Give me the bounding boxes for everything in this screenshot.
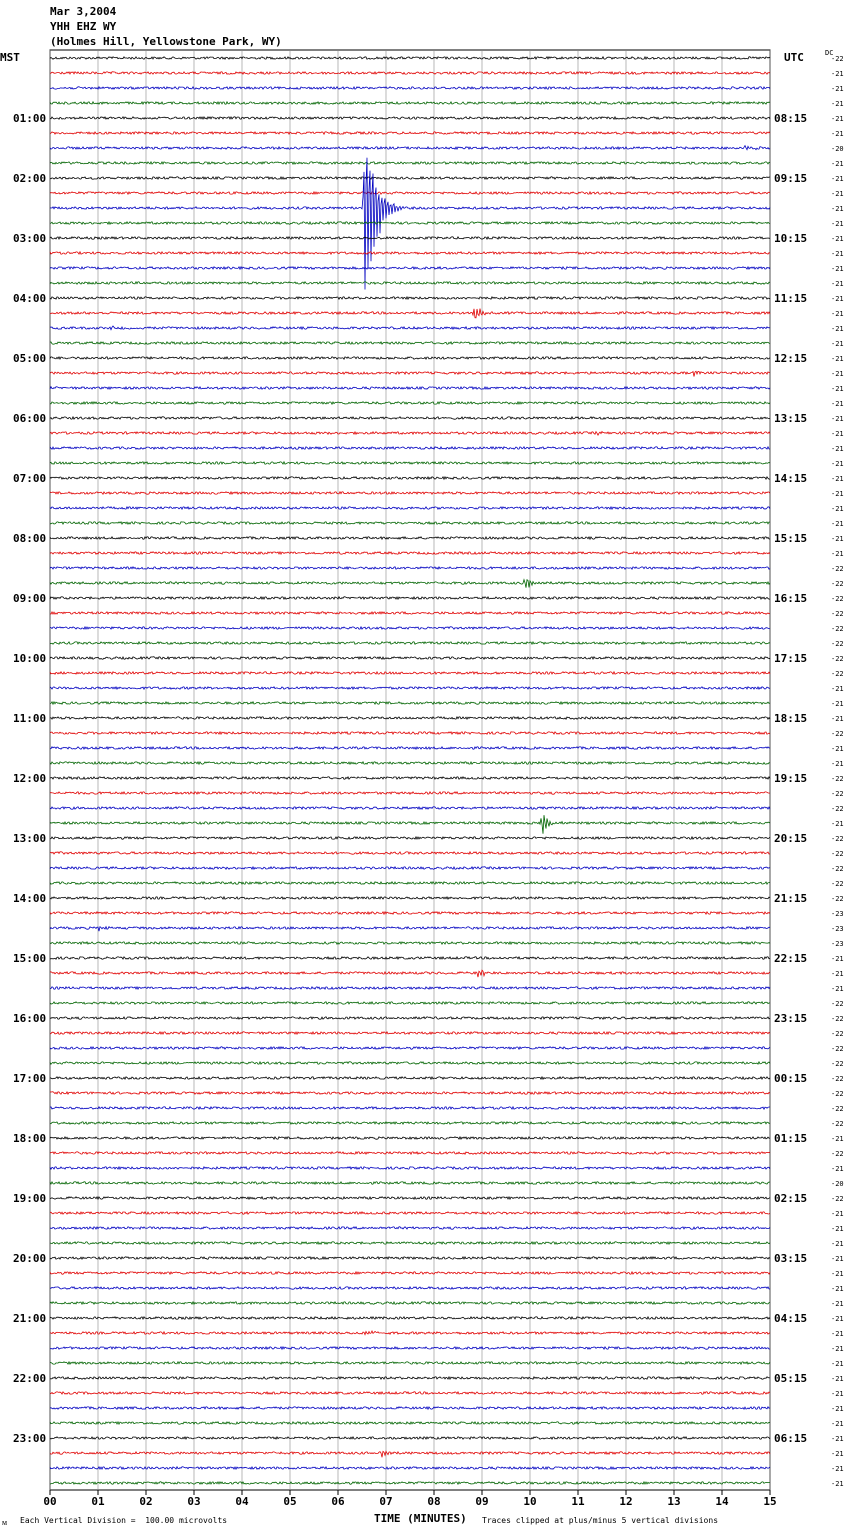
dc-offset: -22 — [831, 625, 844, 633]
dc-offset: -22 — [831, 1045, 844, 1053]
dc-offset: -21 — [831, 1270, 844, 1278]
trace-11 — [50, 222, 770, 224]
dc-offset: -21 — [831, 340, 844, 348]
trace-30 — [50, 507, 770, 509]
trace-88 — [50, 1377, 770, 1379]
trace-71 — [50, 1122, 770, 1124]
utc-hour-label: 05:15 — [774, 1372, 808, 1385]
x-tick-label: 06 — [331, 1495, 345, 1508]
mst-hour-label: 03:00 — [13, 232, 47, 245]
utc-hour-label: 15:15 — [774, 532, 808, 545]
trace-46 — [50, 747, 770, 749]
mst-hour-label: 15:00 — [13, 952, 47, 965]
mst-hour-label: 09:00 — [13, 592, 47, 605]
dc-offset: -22 — [831, 1120, 844, 1128]
x-tick-label: 08 — [427, 1495, 441, 1508]
trace-60 — [50, 957, 770, 959]
x-tick-label: 02 — [139, 1495, 153, 1508]
trace-79 — [50, 1242, 770, 1244]
x-tick-label: 01 — [91, 1495, 105, 1508]
mst-hour-label: 10:00 — [13, 652, 47, 665]
utc-hour-label: 16:15 — [774, 592, 808, 605]
dc-offset: -22 — [831, 1060, 844, 1068]
dc-offset: -21 — [831, 1375, 844, 1383]
dc-offset: -21 — [831, 535, 844, 543]
station-label: YHH EHZ WY — [50, 20, 117, 33]
trace-19 — [50, 342, 770, 344]
dc-offset: -21 — [831, 115, 844, 123]
dc-offset: -21 — [831, 1300, 844, 1308]
utc-hour-label: 12:15 — [774, 352, 808, 365]
dc-offset: -22 — [831, 670, 844, 678]
trace-18 — [50, 326, 770, 330]
dc-offset: -21 — [831, 295, 844, 303]
trace-9 — [50, 192, 770, 194]
trace-14 — [50, 267, 770, 269]
dc-offset: -23 — [831, 910, 844, 918]
trace-91 — [50, 1422, 770, 1424]
trace-80 — [50, 1257, 770, 1259]
x-tick-label: 07 — [379, 1495, 393, 1508]
dc-offset: -22 — [831, 1030, 844, 1038]
dc-offset: -21 — [831, 1405, 844, 1413]
trace-53 — [50, 852, 770, 854]
trace-76 — [50, 1197, 770, 1199]
utc-hour-label: 08:15 — [774, 112, 808, 125]
trace-51 — [50, 815, 770, 834]
dc-offset: -21 — [831, 280, 844, 288]
trace-layer — [50, 57, 770, 1484]
trace-39 — [50, 642, 770, 644]
x-tick-label: 12 — [619, 1495, 633, 1508]
trace-43 — [50, 702, 770, 704]
dc-offset: -21 — [831, 490, 844, 498]
dc-offset: -21 — [831, 1390, 844, 1398]
scale-note: Each Vertical Division = 100.00 microvolts — [20, 1516, 228, 1525]
trace-3 — [50, 102, 770, 104]
dc-offset: -21 — [831, 1480, 844, 1488]
mst-hour-label: 04:00 — [13, 292, 47, 305]
mst-hour-label: 11:00 — [13, 712, 47, 725]
trace-81 — [50, 1272, 770, 1274]
dc-offset: -21 — [831, 205, 844, 213]
dc-offset: -21 — [831, 85, 844, 93]
trace-4 — [50, 117, 770, 119]
dc-offset: -21 — [831, 700, 844, 708]
trace-82 — [50, 1287, 770, 1289]
trace-56 — [50, 897, 770, 899]
dc-offset: -21 — [831, 1210, 844, 1218]
trace-41 — [50, 672, 770, 674]
dc-offset: -21 — [831, 445, 844, 453]
utc-hour-label: 02:15 — [774, 1192, 808, 1205]
dc-offset: -22 — [831, 895, 844, 903]
trace-42 — [50, 687, 770, 689]
dc-offset: -21 — [831, 1465, 844, 1473]
mst-hour-label: 05:00 — [13, 352, 47, 365]
dc-offset: -21 — [831, 1360, 844, 1368]
right-axis-label: UTC — [784, 51, 804, 64]
trace-61 — [50, 970, 770, 977]
dc-offset: -21 — [831, 1330, 844, 1338]
utc-hour-label: 00:15 — [774, 1072, 808, 1085]
trace-62 — [50, 987, 770, 989]
mst-hour-label: 07:00 — [13, 472, 47, 485]
utc-hour-label: 09:15 — [774, 172, 808, 185]
trace-65 — [50, 1032, 770, 1034]
trace-32 — [50, 537, 770, 539]
utc-hour-label: 06:15 — [774, 1432, 808, 1445]
trace-34 — [50, 567, 770, 569]
dc-offset: -21 — [831, 475, 844, 483]
mst-hour-label: 22:00 — [13, 1372, 47, 1385]
mst-hour-label: 02:00 — [13, 172, 47, 185]
trace-68 — [50, 1077, 770, 1079]
dc-offset: -22 — [831, 835, 844, 843]
x-tick-label: 04 — [235, 1495, 249, 1508]
dc-offset: -21 — [831, 160, 844, 168]
trace-64 — [50, 1017, 770, 1019]
dc-offset: -22 — [831, 880, 844, 888]
trace-1 — [50, 72, 770, 74]
x-axis-title: TIME (MINUTES) — [374, 1512, 467, 1525]
trace-89 — [50, 1392, 770, 1394]
dc-offset: -23 — [831, 925, 844, 933]
dc-offset: -21 — [831, 1165, 844, 1173]
dc-offset: -21 — [831, 745, 844, 753]
dc-offset: -20 — [831, 145, 844, 153]
mst-hour-label: 13:00 — [13, 832, 47, 845]
dc-offset: -21 — [831, 685, 844, 693]
dc-offset: -20 — [831, 1180, 844, 1188]
corner-mark: ᴍ — [2, 1518, 8, 1527]
dc-offset: -21 — [831, 370, 844, 378]
dc-offset: -23 — [831, 940, 844, 948]
plot-frame — [50, 50, 770, 1490]
x-tick-label: 05 — [283, 1495, 297, 1508]
dc-offset: -22 — [831, 865, 844, 873]
dc-offset: -21 — [831, 1240, 844, 1248]
trace-40 — [50, 657, 770, 659]
trace-22 — [50, 387, 770, 389]
trace-23 — [50, 402, 770, 404]
utc-hour-label: 11:15 — [774, 292, 808, 305]
mst-hour-label: 16:00 — [13, 1012, 47, 1025]
trace-90 — [50, 1407, 770, 1409]
dc-offset: -22 — [831, 1075, 844, 1083]
trace-25 — [50, 432, 770, 436]
mst-hour-label: 12:00 — [13, 772, 47, 785]
trace-16 — [50, 297, 770, 299]
dc-offset: -22 — [831, 55, 844, 63]
dc-offset: -21 — [831, 250, 844, 258]
dc-offset: -21 — [831, 385, 844, 393]
dc-offset: -21 — [831, 1345, 844, 1353]
dc-header: DC — [825, 49, 834, 57]
x-tick-label: 00 — [43, 1495, 57, 1508]
dc-offset: -21 — [831, 1225, 844, 1233]
dc-offset: -21 — [831, 505, 844, 513]
dc-offset: -22 — [831, 790, 844, 798]
mst-hour-label: 17:00 — [13, 1072, 47, 1085]
trace-72 — [50, 1137, 770, 1139]
dc-offset: -21 — [831, 325, 844, 333]
utc-hour-label: 03:15 — [774, 1252, 808, 1265]
dc-offset: -21 — [831, 955, 844, 963]
trace-57 — [50, 912, 770, 914]
trace-63 — [50, 1002, 770, 1004]
dc-offset: -22 — [831, 1090, 844, 1098]
mst-hour-label: 21:00 — [13, 1312, 47, 1325]
trace-73 — [50, 1152, 770, 1154]
dc-offset: -21 — [831, 265, 844, 273]
trace-75 — [50, 1182, 770, 1184]
trace-95 — [50, 1482, 770, 1484]
mst-hour-label: 06:00 — [13, 412, 47, 425]
dc-offset: -22 — [831, 1105, 844, 1113]
dc-offset: -21 — [831, 1255, 844, 1263]
trace-47 — [50, 762, 770, 764]
trace-15 — [50, 282, 770, 284]
x-tick-label: 11 — [571, 1495, 585, 1508]
dc-offset: -21 — [831, 70, 844, 78]
dc-offset: -22 — [831, 775, 844, 783]
utc-hour-label: 17:15 — [774, 652, 808, 665]
trace-55 — [50, 882, 770, 884]
dc-offset: -21 — [831, 520, 844, 528]
trace-86 — [50, 1347, 770, 1349]
dc-offset: -22 — [831, 850, 844, 858]
x-tick-label: 10 — [523, 1495, 537, 1508]
location-label: (Holmes Hill, Yellowstone Park, WY) — [50, 35, 282, 48]
trace-66 — [50, 1047, 770, 1049]
mst-hour-label: 14:00 — [13, 892, 47, 905]
trace-87 — [50, 1362, 770, 1364]
trace-44 — [50, 717, 770, 719]
trace-8 — [50, 177, 770, 179]
utc-hour-label: 01:15 — [774, 1132, 808, 1145]
dc-offset: -22 — [831, 640, 844, 648]
dc-offset: -21 — [831, 1435, 844, 1443]
trace-21 — [50, 371, 770, 376]
utc-hour-label: 04:15 — [774, 1312, 808, 1325]
trace-13 — [50, 252, 770, 254]
trace-94 — [50, 1467, 770, 1469]
trace-77 — [50, 1212, 770, 1214]
date-label: Mar 3,2004 — [50, 5, 117, 18]
dc-offset: -21 — [831, 400, 844, 408]
dc-offset: -22 — [831, 1000, 844, 1008]
trace-26 — [50, 447, 770, 449]
trace-31 — [50, 522, 770, 524]
utc-hour-label: 20:15 — [774, 832, 808, 845]
trace-92 — [50, 1437, 770, 1439]
trace-0 — [50, 57, 770, 59]
dc-offset: -22 — [831, 655, 844, 663]
dc-offset: -21 — [831, 355, 844, 363]
dc-offset: -22 — [831, 1015, 844, 1023]
trace-12 — [50, 237, 770, 239]
dc-layer — [825, 49, 844, 1488]
trace-85 — [50, 1331, 770, 1335]
trace-7 — [50, 162, 770, 164]
utc-hour-label: 13:15 — [774, 412, 808, 425]
grid-layer — [50, 50, 770, 1495]
trace-59 — [50, 942, 770, 944]
x-tick-label: 09 — [475, 1495, 489, 1508]
dc-offset: -21 — [831, 760, 844, 768]
trace-83 — [50, 1302, 770, 1304]
trace-29 — [50, 492, 770, 494]
mst-hour-label: 20:00 — [13, 1252, 47, 1265]
utc-hour-label: 10:15 — [774, 232, 808, 245]
mst-hour-label: 08:00 — [13, 532, 47, 545]
x-tick-label: 13 — [667, 1495, 681, 1508]
dc-offset: -21 — [831, 100, 844, 108]
dc-offset: -21 — [831, 715, 844, 723]
utc-hour-label: 19:15 — [774, 772, 808, 785]
dc-offset: -21 — [831, 430, 844, 438]
utc-hour-label: 18:15 — [774, 712, 808, 725]
trace-27 — [50, 462, 770, 464]
dc-offset: -21 — [831, 1285, 844, 1293]
dc-offset: -22 — [831, 595, 844, 603]
x-tick-label: 15 — [763, 1495, 777, 1508]
trace-48 — [50, 777, 770, 779]
dc-offset: -21 — [831, 235, 844, 243]
x-tick-label: 14 — [715, 1495, 729, 1508]
dc-offset: -22 — [831, 805, 844, 813]
dc-offset: -21 — [831, 1420, 844, 1428]
trace-93 — [50, 1451, 770, 1457]
dc-offset: -22 — [831, 565, 844, 573]
trace-2 — [50, 87, 770, 89]
mst-hour-label: 19:00 — [13, 1192, 47, 1205]
trace-28 — [50, 477, 770, 479]
trace-45 — [50, 732, 770, 734]
dc-offset: -21 — [831, 190, 844, 198]
trace-35 — [50, 580, 770, 588]
mst-hour-label: 23:00 — [13, 1432, 47, 1445]
dc-offset: -21 — [831, 175, 844, 183]
dc-offset: -22 — [831, 1150, 844, 1158]
mst-hour-label: 18:00 — [13, 1132, 47, 1145]
trace-70 — [50, 1107, 770, 1109]
trace-24 — [50, 417, 770, 419]
trace-33 — [50, 552, 770, 554]
dc-offset: -22 — [831, 610, 844, 618]
trace-78 — [50, 1227, 770, 1229]
dc-offset: -21 — [831, 220, 844, 228]
dc-offset: -21 — [831, 310, 844, 318]
trace-67 — [50, 1062, 770, 1064]
dc-offset: -21 — [831, 415, 844, 423]
utc-hour-label: 23:15 — [774, 1012, 808, 1025]
trace-84 — [50, 1317, 770, 1319]
dc-offset: -22 — [831, 730, 844, 738]
utc-hour-label: 14:15 — [774, 472, 808, 485]
dc-offset: -22 — [831, 580, 844, 588]
dc-offset: -21 — [831, 550, 844, 558]
left-axis-label: MST — [0, 51, 20, 64]
trace-6 — [50, 146, 770, 150]
trace-69 — [50, 1092, 770, 1094]
trace-38 — [50, 627, 770, 629]
utc-hour-label: 21:15 — [774, 892, 808, 905]
dc-offset: -21 — [831, 1135, 844, 1143]
clip-note: Traces clipped at plus/minus 5 vertical divisions — [482, 1516, 719, 1525]
dc-offset: -21 — [831, 820, 844, 828]
dc-offset: -21 — [831, 1315, 844, 1323]
trace-20 — [50, 357, 770, 359]
dc-offset: -21 — [831, 460, 844, 468]
trace-74 — [50, 1167, 770, 1169]
trace-50 — [50, 807, 770, 809]
dc-offset: -21 — [831, 130, 844, 138]
utc-hour-label: 22:15 — [774, 952, 808, 965]
x-tick-label: 03 — [187, 1495, 201, 1508]
dc-offset: -21 — [831, 1450, 844, 1458]
trace-58 — [50, 927, 770, 931]
trace-54 — [50, 867, 770, 869]
mst-hour-label: 01:00 — [13, 112, 47, 125]
dc-offset: -21 — [831, 970, 844, 978]
dc-offset: -21 — [831, 985, 844, 993]
trace-17 — [50, 309, 770, 318]
trace-36 — [50, 597, 770, 599]
trace-5 — [50, 132, 770, 134]
dc-offset: -22 — [831, 1195, 844, 1203]
trace-37 — [50, 612, 770, 614]
trace-52 — [50, 837, 770, 839]
trace-49 — [50, 792, 770, 794]
